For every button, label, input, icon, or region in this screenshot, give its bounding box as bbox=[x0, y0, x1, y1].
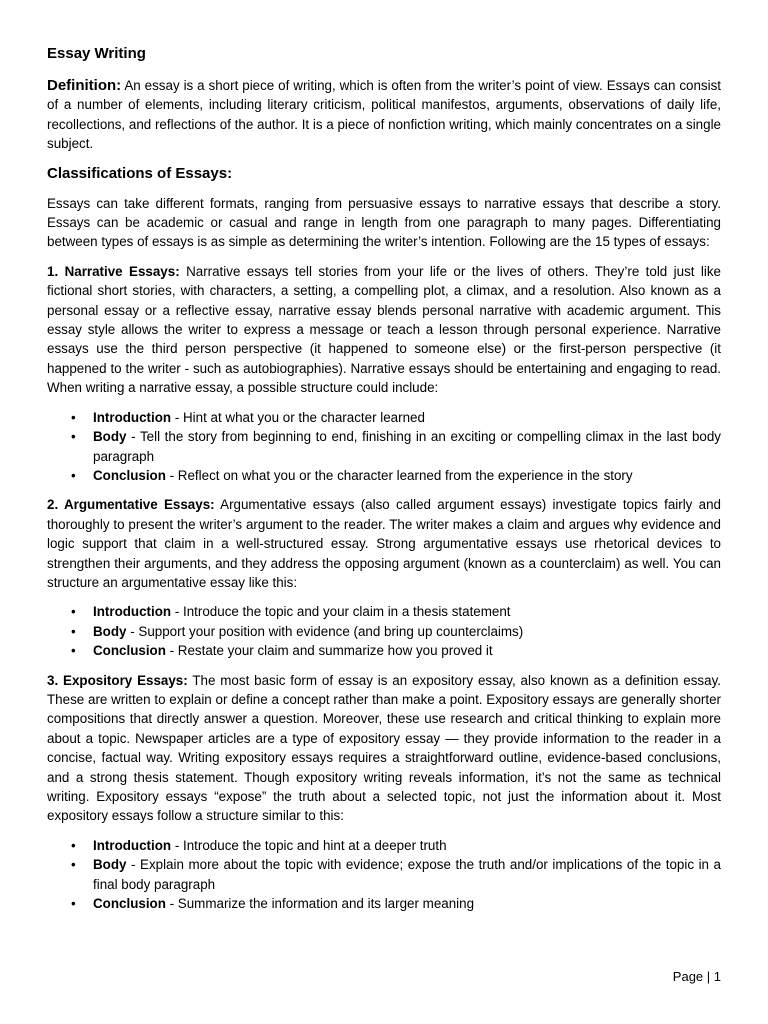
list-item-text: - Introduce the topic and hint at a deeper truth bbox=[171, 837, 447, 853]
list-item-label: Introduction bbox=[93, 409, 172, 425]
bullet-icon: • bbox=[71, 857, 76, 873]
list-item-text: - Restate your claim and summarize how you proved it bbox=[165, 643, 493, 659]
bullet-icon: • bbox=[71, 623, 76, 639]
definition-label: Definition: bbox=[47, 77, 122, 94]
expository-essays-paragraph bbox=[47, 671, 721, 826]
argumentative-essays-text: Argumentative essays (also called argument essays) investigate topics fairly and thoroughly to present the writer’s argument to the reader. The writer makes a claim and argues why evidence and logic support that claim in a well-structured essay. Strong argumentative essays use rhetorical devices to strengthen their arguments, and they address the opposing argument (known as a counterclaim) as well. You can structure an argumentative essay like this: bbox=[47, 497, 721, 590]
narrative-essays-text: Narrative essays tell stories from your life or the lives of others. They’re told just like fictional short stories, with characters, a setting, a compelling plot, a climax, and a resolution. Also known as a personal essay or a reflective essay, narrative essay blends personal narrative with academic argument. This essay style allows the writer to express a message or teach a lesson through personal experience. Narrative essays use the third person perspective (it happened to someone else) or the first-person perspective (it happened to the writer - such as autobiographies). Narrative essays should be entertaining and engaging to read. When writing a narrative essay, a possible structure could include: bbox=[47, 263, 721, 396]
list-item-text: - Reflect on what you or the character learned from the experience in the story bbox=[165, 467, 633, 483]
list-item-text: - Summarize the information and its larger meaning bbox=[165, 896, 475, 912]
list-item-text: - Hint at what you or the character learned bbox=[171, 409, 425, 425]
definition-text: An essay is a short piece of writing, which is often from the writer’s point of view. Essays can consist of a number of elements, including literary criticism, political manifestos, arguments, observations of daily life, recollections, and reflections of the author. It is a piece of nonfiction writing, which mainly concentrates on a single subject. bbox=[47, 78, 721, 152]
bullet-icon: • bbox=[71, 467, 76, 483]
expository-structure-list bbox=[47, 836, 721, 914]
bullet-icon: • bbox=[71, 643, 76, 659]
classifications-heading: Classifications of Essays: bbox=[47, 164, 233, 182]
list-item-text: - Tell the story from beginning to end, finishing in an exciting or compelling climax in the last body paragraph bbox=[93, 429, 721, 464]
list-item bbox=[71, 427, 721, 466]
list-item-label: Body bbox=[93, 429, 127, 445]
list-item bbox=[71, 408, 721, 427]
argumentative-essays-paragraph bbox=[47, 495, 721, 592]
classifications-intro: Essays can take different formats, ranging from persuasive essays to narrative essays that describe a story. Essays can be academic or casual and range in length from one paragraph to many pages. Differentiating between types of essays is as simple as determining the writer’s intention. Following are the 15 types of essays: bbox=[47, 195, 721, 250]
list-item-label: Body bbox=[93, 623, 127, 639]
list-item-label: Introduction bbox=[93, 604, 172, 620]
page-number: Page | 1 bbox=[672, 969, 721, 984]
narrative-structure-list bbox=[47, 408, 721, 486]
expository-essays-text: The most basic form of essay is an expository essay, also known as a definition essay. These are written to explain or define a concept rather than make a point. Expository essays are generally shorter compositions that directly answer a question. Moreover, these use research and critical thinking to explain more about a topic. Newspaper articles are a type of expository essay — they provide information to the reader in a concise, factual way. Writing expository essays requires a straightforward outline, evidence-based conclusions, and a strong thesis statement. Though expository writing reveals information, it’s not the same as technical writing. Expository essays “expose” the truth about a selected topic, not just the information about it. Most expository essays follow a structure similar to this: bbox=[47, 672, 721, 824]
narrative-essays-label: 1. Narrative Essays: bbox=[47, 263, 180, 279]
list-item-label: Body bbox=[93, 857, 127, 873]
definition-paragraph bbox=[47, 76, 721, 154]
list-item bbox=[71, 641, 721, 660]
bullet-icon: • bbox=[71, 837, 76, 853]
list-item-label: Introduction bbox=[93, 837, 172, 853]
bullet-icon: • bbox=[71, 429, 76, 445]
document-page bbox=[47, 44, 721, 923]
list-item-text: - Explain more about the topic with evidence; expose the truth and/or implications of the topic in a final body paragraph bbox=[93, 857, 721, 892]
list-item-label: Conclusion bbox=[93, 467, 166, 483]
list-item bbox=[71, 894, 721, 913]
list-item bbox=[71, 602, 721, 621]
list-item bbox=[71, 836, 721, 855]
list-item bbox=[71, 855, 721, 894]
list-item bbox=[71, 622, 721, 641]
list-item-label: Conclusion bbox=[93, 896, 166, 912]
argumentative-essays-label: 2. Argumentative Essays: bbox=[47, 497, 215, 513]
bullet-icon: • bbox=[71, 896, 76, 912]
bullet-icon: • bbox=[71, 604, 76, 620]
document-title: Essay Writing bbox=[47, 45, 146, 62]
list-item-text: - Support your position with evidence (and bring up counterclaims) bbox=[126, 623, 524, 639]
list-item-label: Conclusion bbox=[93, 643, 166, 659]
argumentative-structure-list bbox=[47, 602, 721, 660]
bullet-icon: • bbox=[71, 409, 76, 425]
list-item bbox=[71, 466, 721, 485]
list-item-text: - Introduce the topic and your claim in a thesis statement bbox=[171, 604, 511, 620]
expository-essays-label: 3. Expository Essays: bbox=[47, 672, 188, 688]
narrative-essays-paragraph bbox=[47, 262, 721, 398]
